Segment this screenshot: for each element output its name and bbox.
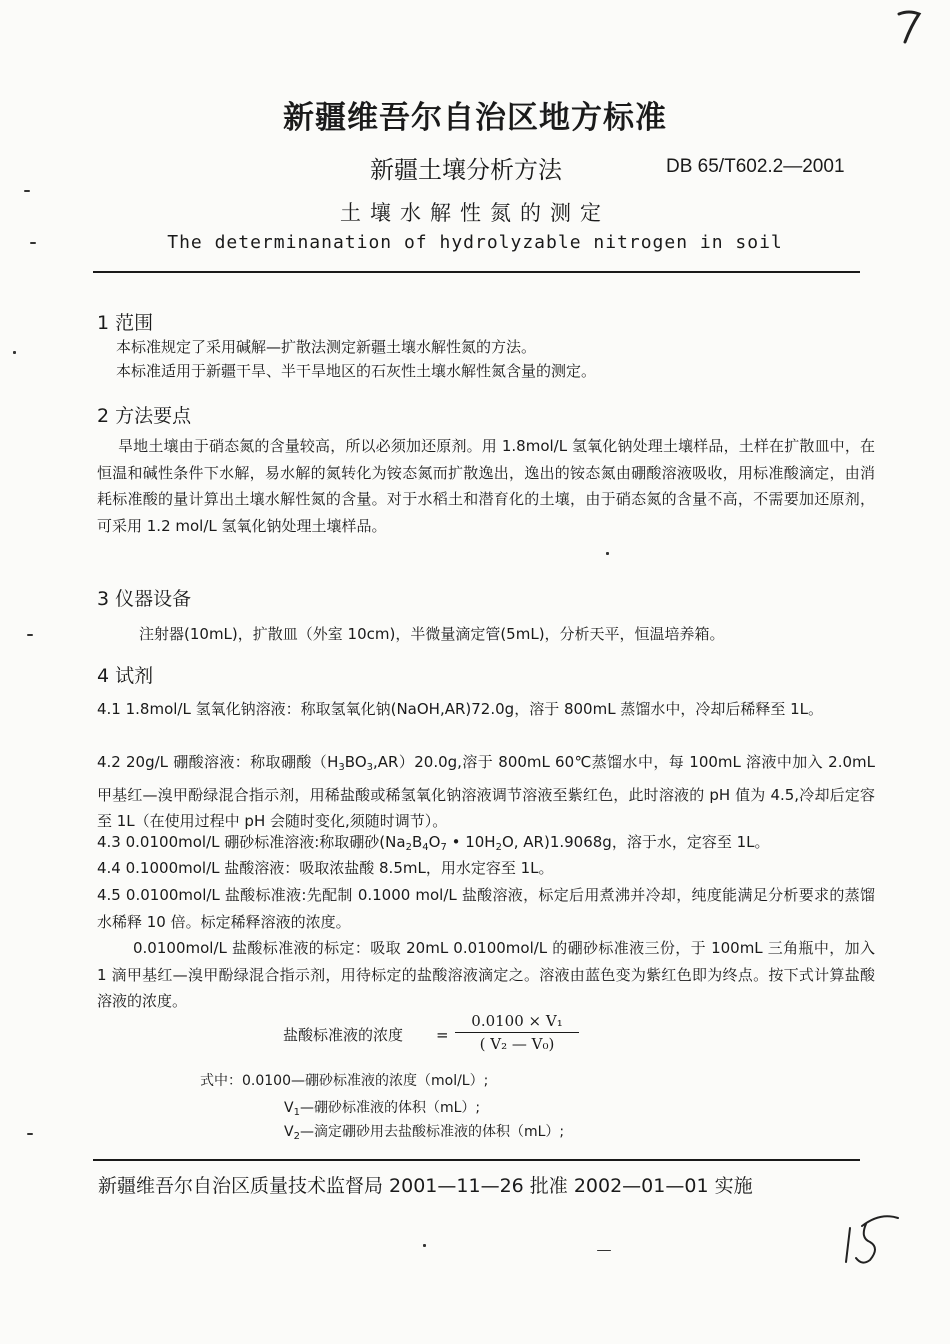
reagent-4-1: 4.1 1.8mol/L 氢氧化钠溶液：称取氢氧化钠(NaOH,AR)72.0g，溶于 800mL 蒸馏水中，冷却后稀释至 1L。	[97, 700, 823, 718]
legend-line-1: 式中：0.0100—硼砂标准液的浓度（mol/L）;	[200, 1073, 489, 1089]
formula-label: 盐酸标准液的浓度	[283, 1026, 404, 1044]
scan-speck	[13, 351, 16, 354]
section-2-heading: 2 方法要点	[97, 405, 192, 427]
scan-speck	[27, 634, 33, 636]
section-3-text: 注射器(10mL)，扩散皿（外室 10cm)，半微量滴定管(5mL)，分析天平，恒温培养箱。	[139, 625, 725, 643]
scan-speck	[597, 1250, 611, 1251]
section-4-heading: 4 试剂	[97, 665, 154, 687]
handwritten-page-mark-bottom	[840, 1208, 910, 1268]
legend-line-3: $V_2—$滴定硼砂用去盐酸标准液的体积（mL）;	[284, 1124, 565, 1142]
scan-speck	[27, 1133, 33, 1135]
reagent-4-3: 4.3 0.0100mol/L 硼砂标准溶液:称取硼砂($Na_2B_4O_7$ • $10H_2O$, AR)1.9068g，溶于水，定容至 1L。	[97, 833, 770, 853]
section-1-line-2: 本标准适用于新疆干旱、半干旱地区的石灰性土壤水解性氮含量的测定。	[116, 362, 597, 380]
standard-number: DB 65/T602.2—2001	[666, 156, 845, 177]
formula-numerator: 0.0100 × V₁	[455, 1012, 579, 1033]
reagent-4-2: 4.2 20g/L 硼酸溶液：称取硼酸$(H_3BO_3,AR)20.0g$,溶于 800mL 60℃蒸馏水中，每 100mL 溶液中加入 2.0mL 甲基红—溴甲酚绿混合指示剂，用稀盐酸或稀氢氧化钠溶液调节溶液至紫红色，此时溶液的 pH 值为 4.5,冷却后定容至 1L（在使用过程中 pH 会随时变化,须随时调节）。	[97, 753, 875, 831]
document-subtitle: 新疆土壤分析方法	[370, 156, 562, 184]
reagent-4-5: 4.5 0.0100mol/L 盐酸标准液:先配制 0.1000 mol/L 盐酸溶液，标定后用煮沸并冷却，纯度能满足分析要求的蒸馏水稀释 10 倍。标定稀释溶液的浓度。	[97, 886, 875, 931]
chinese-title: 土壤水解性氮的测定	[340, 201, 610, 225]
calibration-paragraph: 0.0100mol/L 盐酸标准液的标定：吸取 20mL 0.0100mol/L 的硼砂标准液三份，于 100mL 三角瓶中，加入 1 滴甲基红—溴甲酚绿混合指示剂，用待标定的盐酸溶液滴定之。溶液由蓝色变为紫红色即为终点。按下式计算盐酸溶液的浓度。	[97, 939, 875, 1011]
reagent-4-4: 4.4 0.1000mol/L 盐酸溶液：吸取浓盐酸 8.5mL，用水定容至 1L。	[97, 859, 554, 877]
formula-fraction	[455, 1012, 579, 1053]
section-1-heading: 1 范围	[97, 312, 154, 334]
scan-speck	[30, 242, 36, 244]
footer-approval: 新疆维吾尔自治区质量技术监督局 2001—11—26 批准 2002—01—01 实施	[98, 1175, 753, 1197]
formula-equals: =	[436, 1026, 449, 1044]
section-1-line-1: 本标准规定了采用碱解—扩散法测定新疆土壤水解性氮的方法。	[116, 338, 537, 356]
header-divider	[93, 271, 860, 273]
legend-line-2: $V_1—$硼砂标准液的体积（mL）;	[284, 1100, 481, 1118]
section-2-paragraph: 旱地土壤由于硝态氮的含量较高，所以必须加还原剂。用 1.8mol/L 氢氧化钠处理土壤样品，土样在扩散皿中，在恒温和碱性条件下水解，易水解的氮转化为铵态氮而扩散逸出，逸出的铵态氮由硼酸溶液吸收，用标准酸滴定，由消耗标准酸的量计算出土壤水解性氮的含量。对于水稻土和潜育化的土壤，由于硝态氮的含量不高，不需要加还原剂，可采用 1.2 mol/L 氢氧化钠处理土壤样品。	[97, 437, 875, 535]
section-3-heading: 3 仪器设备	[97, 588, 192, 610]
footer-divider	[93, 1159, 860, 1161]
document-title: 新疆维吾尔自治区地方标准	[283, 100, 667, 136]
handwritten-page-mark-top	[895, 6, 925, 46]
scan-speck	[423, 1244, 426, 1247]
english-title: The determinanation of hydrolyzable nitrogen in soil	[167, 232, 783, 253]
scan-speck	[24, 190, 30, 192]
scan-speck	[606, 552, 609, 555]
formula-denominator: ( V₂ — V₀)	[479, 1035, 555, 1053]
